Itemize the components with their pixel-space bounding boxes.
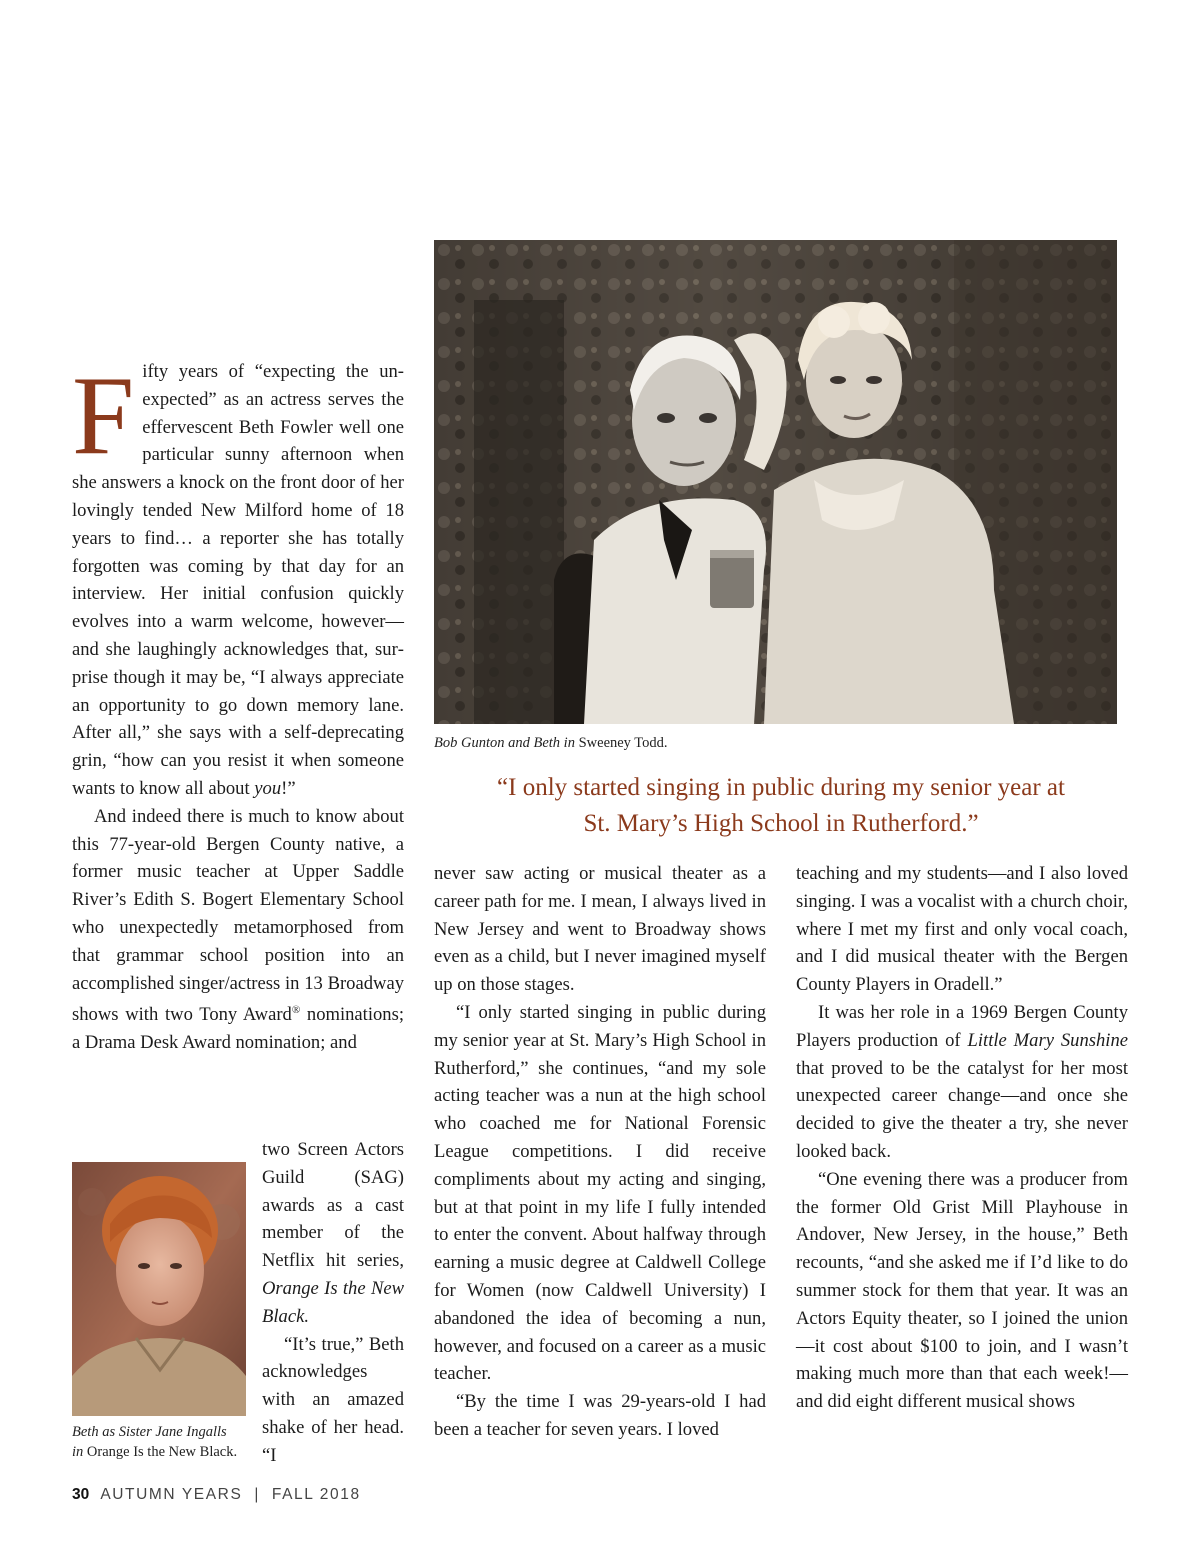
pull-quote-line-2: St. Mary’s High School in Rutherford.”	[583, 810, 979, 837]
issue-date: FALL 2018	[271, 1486, 361, 1503]
column-2	[434, 860, 766, 1444]
paragraph-col2-3: “By the time I was 29-years-old I had been a teacher for seven years. I loved	[434, 1391, 766, 1440]
footer-separator: |	[254, 1486, 260, 1503]
pull-quote	[434, 770, 1128, 842]
paragraph-2-cont: two Screen Actors Guild (SAG) awards as a cast member of the Netflix hit series, Orange Is the New Black.	[262, 1139, 404, 1327]
paragraph-2: And indeed there is much to know about this 77-year-old Bergen County native, a former music teacher at Upper Saddle River’s Edith S. Bogert Elementary School who unexpectedly metamorphosed from that grammar school position into an accomplished singer/actress in 13 Broadway shows with two Tony Award® nominations; a Drama Desk Award nomination; and	[72, 805, 404, 1054]
registered-mark: ®	[291, 1004, 301, 1017]
photo-orange-is-the-new-black	[72, 1162, 246, 1416]
paragraph-1: Fifty years of “expecting the unexpected” as an actress serves the effervescent Beth Fowler well one particular sunny afternoon when she answers a knock on the front door of her lovingly tended New Milford home of 18 years to find… a reporter she has totally forgotten was coming by that day for an interview. Her initial confusion quickly evolves into a warm welcome, however—and she laughingly acknowledges that, surprise though it may be, “I always appreciate an opportunity to go down memory lane. After all,” she says with a self-deprecating grin, “how can you resist it when someone wants to know all about you!”	[72, 354, 404, 799]
drop-cap: F	[72, 354, 135, 478]
paragraph-col3-3: “One evening there was a producer from the former Old Grist Mill Playhouse in Andover, New Jersey, in the house,” Beth recounts, “and she asked me if I’d like to do summer stock for them that year. It was an Actors Equity theater, so I joined the union—it cost about $100 to join, and I wasn’t making much more than that each week!—and did eight different musical shows	[796, 1168, 1128, 1413]
paragraph-col2-1: never saw acting or musical theater as a career path for me. I mean, I always lived in New Jersey and went to Broadway shows even as a child, but I never imagined myself up on those stages.	[434, 863, 766, 996]
page-number: 30	[72, 1486, 90, 1503]
photo-image	[72, 1162, 246, 1416]
small-photo-caption: Beth as Sister Jane Ingalls in Orange Is the New Black.	[72, 1424, 238, 1460]
paragraph-col3-1: teaching and my students—and I also loved singing. I was a vocalist with a church choir, where I met my first and only vocal coach, and I did musical theater with the Bergen County Players in Oradell.”	[796, 863, 1128, 996]
pull-quote-line-1: “I only started singing in public during my senior year at	[497, 774, 1065, 801]
column-1	[72, 354, 404, 1057]
paragraph-col2-2: “I only started singing in public during my senior year at St. Mary’s High School in Rutherford,” she continues, “and my sole acting teacher was a nun at the high school who coached me for National Forensic League competitions. I did receive compliments about my acting and singing, but at that point in my life I fully intended to enter the convent. About halfway through earning a music degree at Caldwell College for Women (now Caldwell University) I abandoned the idea of becoming a nun, however, and focused on a career as a music teacher.	[434, 1001, 766, 1385]
main-photo-caption: Bob Gunton and Beth in Sweeney Todd.	[434, 735, 668, 751]
page-footer	[72, 1486, 361, 1504]
magazine-name: AUTUMN YEARS	[100, 1486, 243, 1503]
paragraph-col3-2: It was her role in a 1969 Bergen County Players production of Little Mary Sunshine that proved to be the catalyst for her most unexpected career change—and once she decided to give the theater a try, she never looked back.	[796, 1001, 1129, 1162]
column-1-wrap	[262, 1136, 404, 1470]
column-3	[796, 860, 1128, 1416]
photo-sweeney-todd	[434, 240, 1117, 724]
paragraph-3: “It’s true,” Beth acknowledges with an amazed shake of her head. “I	[262, 1333, 404, 1466]
photo-image	[434, 240, 1117, 724]
